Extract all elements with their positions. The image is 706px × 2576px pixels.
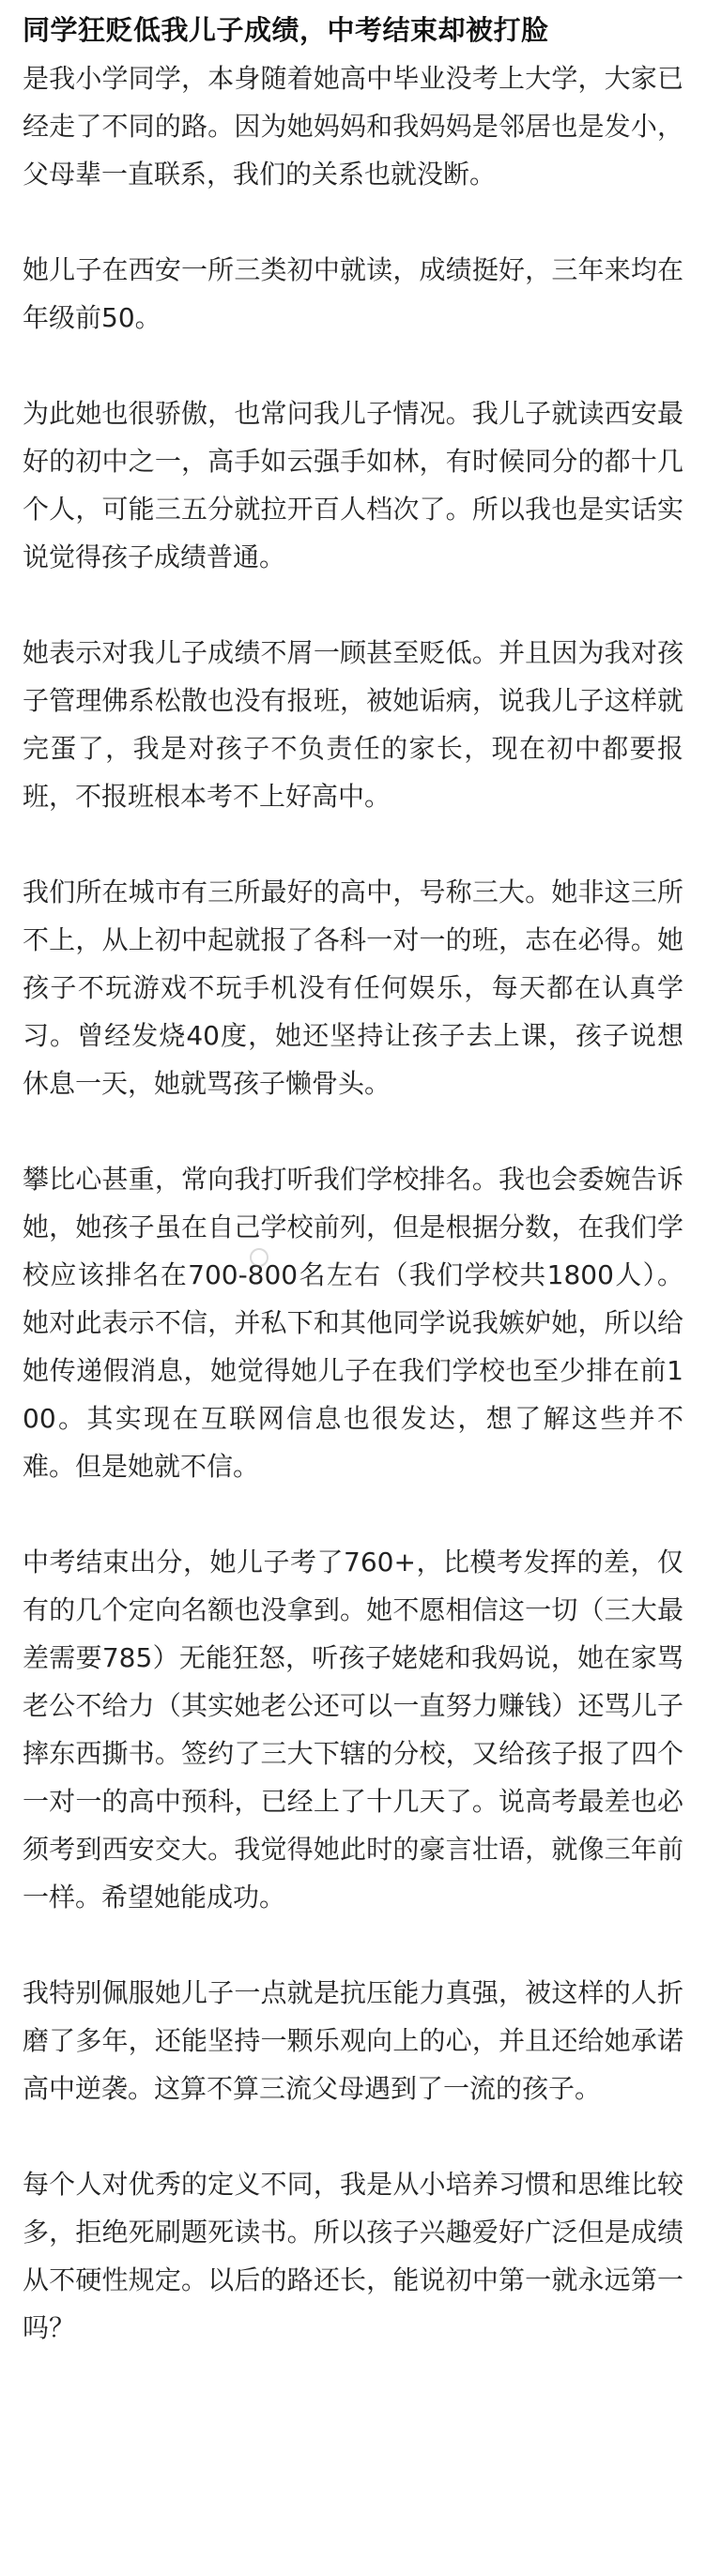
- paragraph: 中考结束出分，她儿子考了760+，比模考发挥的差，仅有的几个定向名额也没拿到。她不愿相信这一切（三大最差需要785）无能狂怒，听孩子姥姥和我妈说，她在家骂老公不给力（其实她老公还可以一直努力赚钱）还骂儿子摔东西撕书。签约了三大下辖的分校，又给孩子报了四个一对一的高中预科，已经上了十几天了。说高考最差也必须考到西安交大。我觉得她此时的豪言壮语，就像三年前一样。希望她能成功。: [23, 1547, 683, 1913]
- paragraph: 每个人对优秀的定义不同，我是从小培养习惯和思维比较多，拒绝死刷题死读书。所以孩子兴趣爱好广泛但是成绩从不硬性规定。以后的路还长，能说初中第一就永远第一吗？: [23, 2169, 683, 2343]
- paragraph: 她表示对我儿子成绩不屑一顾甚至贬低。并且因为我对孩子管理佛系松散也没有报班，被她诟病，说我儿子这样就完蛋了，我是对孩子不负责任的家长，现在初中都要报班，不报班根本考不上好高中。: [23, 637, 683, 812]
- paragraph: 攀比心甚重，常向我打听我们学校排名。我也会委婉告诉她，她孩子虽在自己学校前列，但是根据分数，在我们学校应该排名在700-800名左右（我们学校共1800人）。她对此表示不信，并私下和其他同学说我嫉妒她，所以给她传递假消息，她觉得她儿子在我们学校也至少排在前100。其实现在互联网信息也很发达，想了解这些并不难。但是她就不信。: [23, 1164, 683, 1482]
- paragraph: 我特别佩服她儿子一点就是抗压能力真强，被这样的人折磨了多年，还能坚持一颗乐观向上的心，并且还给她承诺高中逆袭。这算不算三流父母遇到了一流的孩子。: [23, 1977, 683, 2104]
- post-title: 同学狂贬低我儿子成绩，中考结束却被打脸: [23, 14, 549, 46]
- paragraph: 她儿子在西安一所三类初中就读，成绩挺好，三年来均在年级前50。: [23, 254, 683, 333]
- paragraph: 我们所在城市有三所最好的高中，号称三大。她非这三所不上，从上初中起就报了各科一对一的班，志在必得。她孩子不玩游戏不玩手机没有任何娱乐，每天都在认真学习。曾经发烧40度，她还坚持让孩子去上课，孩子说想休息一天，她就骂孩子懒骨头。: [23, 876, 683, 1099]
- paragraph: 为此她也很骄傲，也常问我儿子情况。我儿子就读西安最好的初中之一，高手如云强手如林，有时候同分的都十几个人，可能三五分就拉开百人档次了。所以我也是实话实说觉得孩子成绩普通。: [23, 398, 683, 572]
- paragraph: 是我小学同学，本身随着她高中毕业没考上大学，大家已经走了不同的路。因为她妈妈和我妈妈是邻居也是发小，父母辈一直联系，我们的关系也就没断。: [23, 63, 683, 190]
